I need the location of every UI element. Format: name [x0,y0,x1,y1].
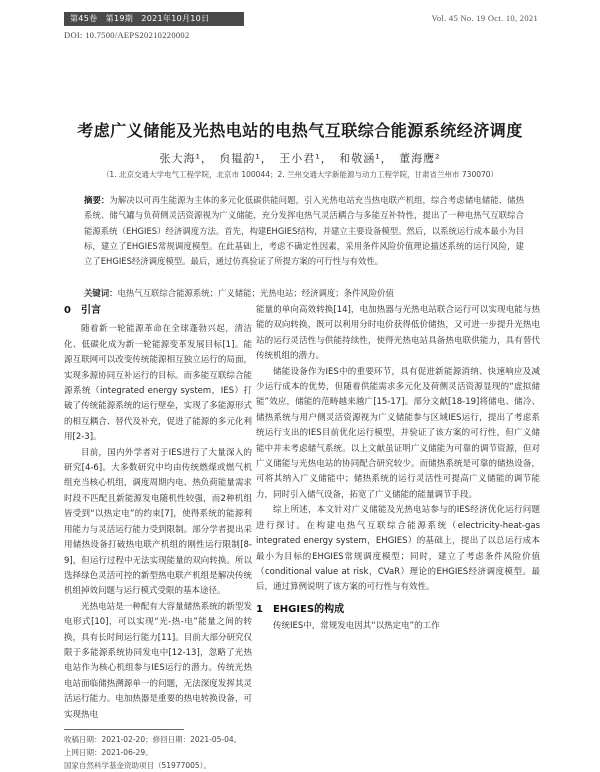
paragraph: 储能设备作为IES中的重要环节，具有促进新能源消纳、快速响应及减少运行成本的优势，但随着供能需求多元化及荷侧灵活资源显现的“虚拟储能”效应，储能的范畴越来越广[15-17]。部分文献[18-19]将储电、储冷、储热系统与用户侧灵活资源视为广义储能参与区域IES运行，提出了考虑系统运行支出的IES目前优化运行模型，并验证了该方案的可行性，但广义储能中并未考虑储气系统。以上文献虽证明广义储能为可靠的调节资源，但对广义储能与光热电站的协同配合研究较少。而储热系统是可靠的储热设备，可将其纳入广义储能中；储热系统的运行灵活性可提高广义储能的调节能力，同时引入储气设备，拓宽了广义储能的能量调节手段。 [256,366,540,500]
abstract-text: 为解决以可再生能源为主体的多元化低碳供能问题，引入光热电站充当热电联产机组，综合考虑储电储能、储热系统、储气罐与负荷侧灵活资源视为广义储能，充分发挥电热气灵活耦合与多能互补特性，提出了一种电热气互联综合能源系统（EHGIES）经济调度方法。首先，构建EHGIES结构，并建立主要设备模型。然后，以系统运行成本最小为目标，建立了EHGIES常规调度模型。在此基础上，考虑不确定性因素，采用条件风险价值理论描述系统的运行风险，建立了EHGIES经济调度模型。最后，通过仿真验证了所提方案的可行性与有效性。 [84,195,524,267]
abstract-label: 摘要： [84,195,110,205]
left-column [64,303,252,772]
affiliations: （1. 北京交通大学电气工程学院，北京市 100044；2. 兰州交通大学新能源与动力工程学院，甘肃省兰州市 730070） [101,170,499,179]
section-heading-ehgies: 1 EHGIES的构成 [256,603,345,615]
paragraph: 综上所述，本文针对广义储能及光热电站参与的IES经济优化运行问题进行探讨。在构建电热气互联综合能源系统（electricity-heat-gas integrated energy system，EHGIES）的基础上，提出了以总运行成本最小为目标的EHGIES常规调度模型；同时，建立了考虑条件风险价值（conditional value at risk，CVaR）理论的EHGIES经济调度模型。最后，通过算例说明了该方案的可行性与有效性。 [256,505,540,593]
paragraph: 目前，国内外学者对于IES进行了大量深入的研究[4-6]。大多数研究中均由传统燃煤或燃气机组充当核心机组，调度周期内电、热负荷能量需求时段不匹配且新能源发电随机性较强，而2种机组皆受到“以热定电”的约束[7]，使得系统的能源利用能力与灵活运行能力受到限制。部分学者提出采用储热设备打破热电联产机组的刚性运行限制[8-9]，但运行过程中无法实现能量的双向转换。所以选择绿色灵活可控的新型热电联产机组是解决传统机组掉效问题与运行模式受限的基本途径。 [64,447,252,597]
authors: 张大海¹， 贠韫韵¹， 王小君¹， 和敬涵¹， 董海鹰² [159,152,441,165]
doi[interactable]: DOI: 10.7500/AEPS20210220002 [64,30,190,40]
right-column [256,303,540,635]
footnote: 收稿日期：2021-02-20；修回日期：2021-05-04。 [64,734,242,744]
keywords-text: 电热气互联综合能源系统；广义储能；光热电站；经济调度；条件风险价值 [117,288,394,298]
section-heading-intro: 0 引言 [64,305,101,316]
paragraph: 传统IES中，常规发电因其“以热定电”的工作 [273,621,440,632]
footnote-divider [64,729,184,730]
article-title: 考虑广义储能及光热电站的电热气互联综合能源系统经济调度 [77,121,523,140]
keywords [84,286,524,300]
abstract [84,193,524,269]
keywords-label: 关键词： [84,288,118,298]
paragraph: 光热电站是一种配有大容量储热系统的新型发电形式[10]，可以实现“光-热-电”能量之间的转换，具有长时间运行能力[11]。目前大部分研究仅限于多能源系统协同发电中[12-13]，忽略了光热电站作为核心机组参与IES运行的潜力。传统光热电站面临储热溯源单一的问题，无法深度发挥其灵活运行能力。电加热器是重要的热电转换设备，可实现热电 [64,601,252,720]
footnote: 上网日期：2021-06-29。 [64,747,153,757]
footnote: 国家自然科学基金资助项目（51977005）。 [64,760,211,770]
volume-info: Vol. 45 No. 19 Oct. 10, 2021 [431,13,538,23]
paragraph: 能量的单向高效转换[14]，电加热器与光热电站联合运行可以实现电能与热能的双向转换，既可以利用分时电价获得低价储热，又可进一步提升光热电站的运行灵活性与供能持续性，使得光热电站具备热电联供能力，具有替代传统机组的潜力。 [256,305,540,362]
journal-badge: 第45卷 第19期 2021年10月10日 [64,12,244,26]
paragraph: 随着新一轮能源革命在全球蓬勃兴起，清洁化、低碳化成为新一轮能源变革发展目标[1]。能源互联网可以改变传统能源相互独立运行的局面，实现多源协同互补运行的目标。而多能互联综合能源系统（integrated energy system，IES）打破了传统能源系统的运行壁垒，实现了多能源形式的相互耦合、替代及补充，促进了能源的多元化利用[2-3]。 [64,324,252,443]
